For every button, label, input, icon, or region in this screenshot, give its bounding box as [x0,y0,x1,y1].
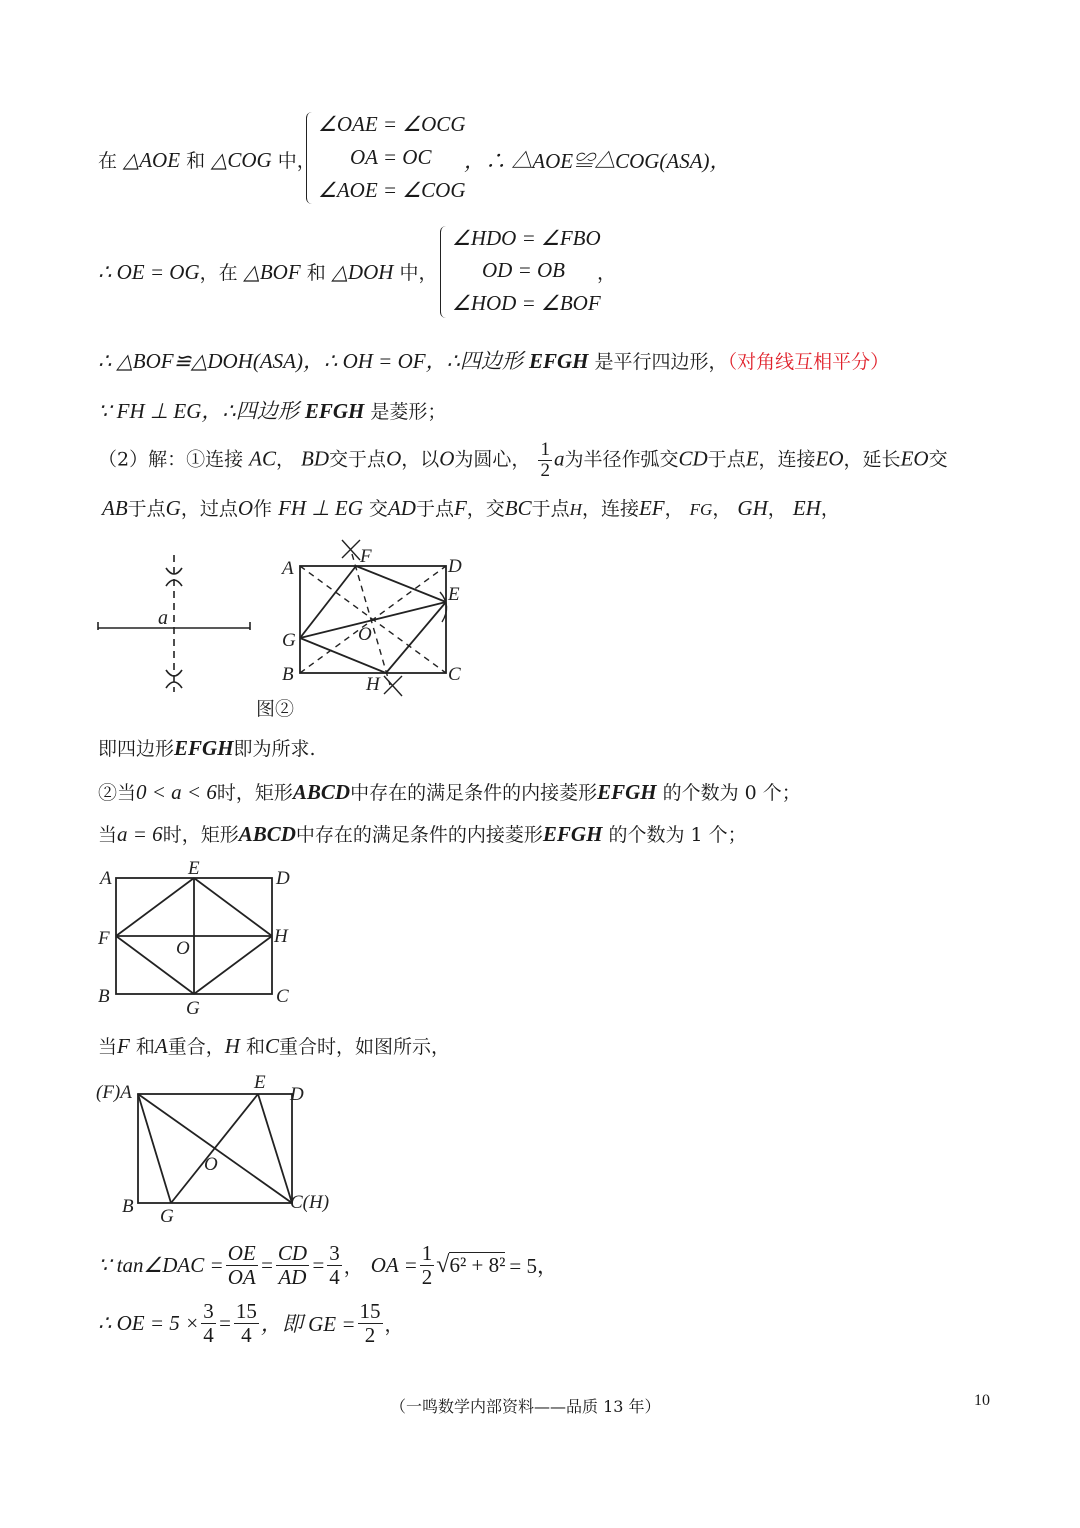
fig3-label-D: D [290,1084,304,1105]
line9: 当a = 6时，矩形ABCD中存在的满足条件的内接菱形EFGH 的个数为 1 个； [98,822,747,846]
line5: （2）解：①连接 AC， BD交于点O，以O为圆心， $\frac{1}{2}$ a为半径作弧交CD于点E，连接EO，延长EO交 [98,439,948,481]
line3: ∴ △BOF≌△DOH(ASA)，∴ OH = OF，∴四边形 EFGH 是平行四边形，（对角线互相平分） [98,349,890,373]
line4: ∵ FH ⊥ EG，∴四边形 EFGH 是菱形； [98,399,447,423]
fig1-label-A: A [282,558,294,579]
figure-construction [90,530,490,730]
fig2-label-C: C [276,986,289,1007]
fig2-label-B: B [98,986,110,1007]
fig2-label-O: O [176,938,190,959]
line12: ∴ OE = 5 × $\frac{3}{4}$ = $\frac{15}{4}$ ，即 GE = $\frac{15}{2}$ ， [98,1299,404,1347]
fig1-label-H: H [366,674,380,695]
fig3-label-E: E [254,1072,266,1093]
page-number: 10 [974,1392,990,1409]
block2-tail: ， [597,262,617,284]
block2-eq3: ∠HOD = ∠BOF [452,291,601,315]
block1-eq2: OA = OC [350,145,432,169]
block1-eq3: ∠AOE = ∠COG [318,178,466,202]
fig1-label-E: E [448,584,460,605]
figure-limit-case [92,1070,352,1230]
block2-lead: ∴ OE = OG，在 △BOF 和 △DOH 中， [98,260,438,284]
fig3-label-O: O [204,1154,218,1175]
fig3-label-B: B [122,1196,134,1217]
fig1-label-C: C [448,664,461,685]
line6: AB于点G，过点O作 FH ⊥ EG 交AD于点F，交BC于点H，连接EF， FG， GH， EH， [102,496,840,520]
fig3-label-FA: (F)A [96,1082,132,1103]
block2-eq1: ∠HDO = ∠FBO [452,226,601,250]
fig3-label-G: G [160,1206,174,1227]
line7: 即四边形EFGH即为所求. [98,736,316,760]
label-a: a [158,607,168,629]
brace-2 [440,226,449,318]
fig1-label-G: G [282,630,296,651]
fig1-caption: 图② [256,698,295,720]
line10: 当F 和A重合，H 和C重合时，如图所示， [98,1034,451,1058]
footer-text: （一鸣数学内部资料——品质 13 年） [390,1397,661,1416]
fig1-label-O: O [358,624,372,645]
block1-conclusion: ，∴ △AOE≌△COG(ASA)， [464,149,731,173]
fig2-label-E: E [188,858,200,879]
fig3-label-C: C(H) [290,1192,330,1213]
fig2-label-A: A [100,868,112,889]
block1-lead: 在 △AOE 和 △COG 中， [98,148,316,172]
fig1-label-B: B [282,664,294,685]
fig2-label-D: D [276,868,290,889]
fig2-label-G: G [186,998,200,1018]
brace-1 [306,112,315,204]
fig2-label-F: F [98,928,110,949]
fig2-label-H: H [274,926,288,947]
fig1-label-D: D [448,556,462,577]
figure-rhombus-a6 [92,856,312,1018]
block2-eq2: OD = OB [482,258,565,282]
line11: ∵ tan∠DAC = $\frac{OE}{OA}$ = $\frac{CD}{AD}$ = $\frac{3}{4}$ ， OA = $\frac{1}{2}$ √ 6² + 8² = 5， [98,1241,558,1289]
block1-eq1: ∠OAE = ∠OCG [318,112,466,136]
line8: ②当0 < a < 6时，矩形ABCD中存在的满足条件的内接菱形EFGH 的个数为 0 个； [98,780,801,804]
fig1-label-F: F [360,546,372,567]
